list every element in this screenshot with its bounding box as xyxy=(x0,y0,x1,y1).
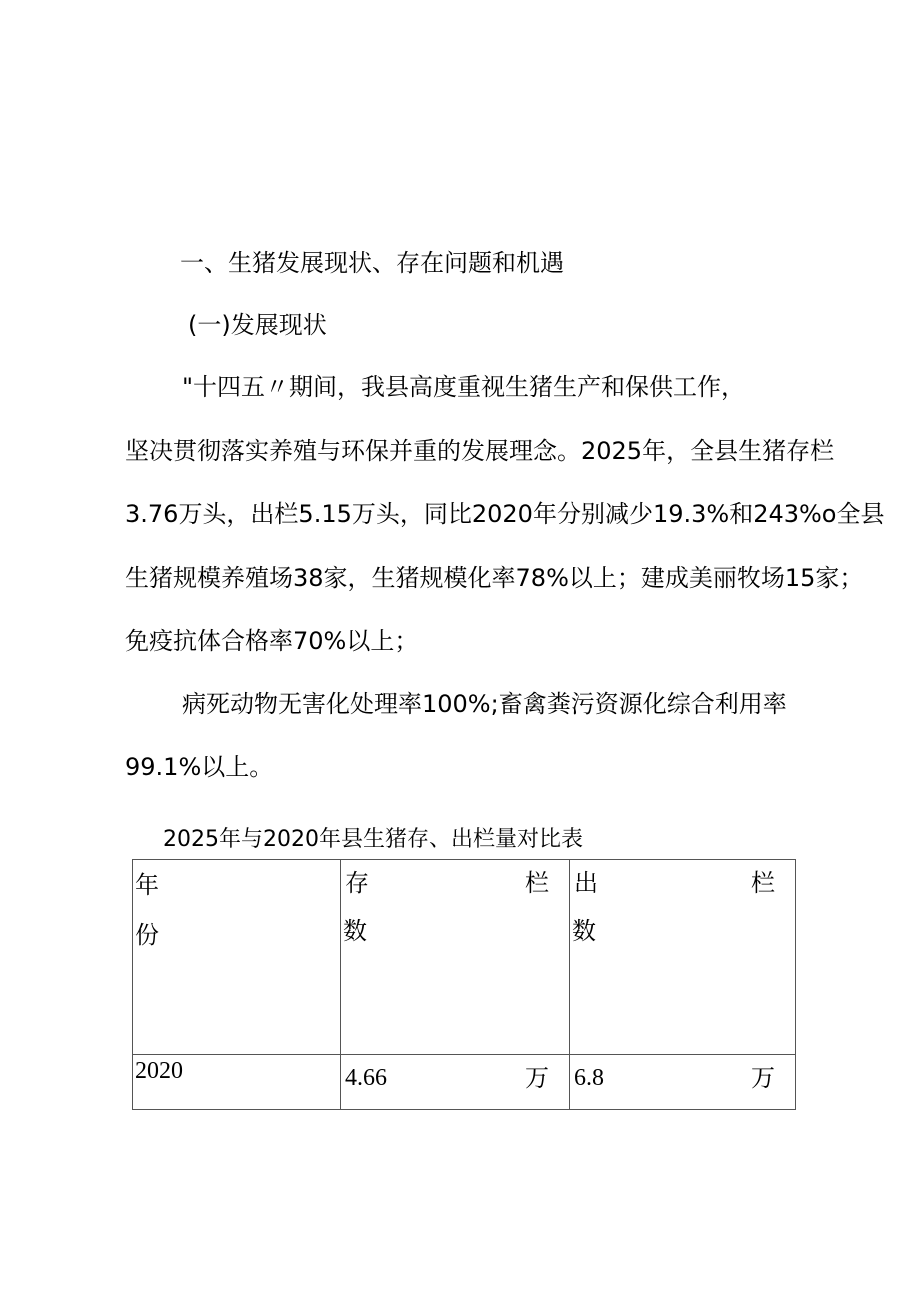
header-out-char: 栏 xyxy=(751,869,775,897)
header-year-char: 份 xyxy=(135,921,159,949)
paragraph-line: 99.1%以上。 xyxy=(125,753,274,781)
paragraph-line: 免疫抗体合格率70%以上； xyxy=(125,627,419,655)
header-out-char: 数 xyxy=(572,917,596,945)
table-header-row xyxy=(133,860,796,1055)
out-unit: 万 xyxy=(751,1064,775,1092)
header-year xyxy=(133,860,341,1055)
header-stock-char: 栏 xyxy=(525,869,549,897)
out-value: 6.8 xyxy=(574,1065,604,1091)
subsection-heading: (一)发展现状 xyxy=(188,311,327,339)
table-row xyxy=(133,1055,796,1110)
stock-unit: 万 xyxy=(525,1064,549,1092)
paragraph-line: 3.76万头，出栏5.15万头，同比2020年分别减少19.3%和243%o全县 xyxy=(125,500,885,528)
header-stock-char: 数 xyxy=(343,917,367,945)
stock-value: 4.66 xyxy=(345,1065,387,1091)
paragraph-line: "十四五〃期间，我县高度重视生猪生产和保供工作， xyxy=(182,373,746,401)
paragraph-line: 病死动物无害化处理率100%;畜禽粪污资源化综合利用率 xyxy=(182,690,787,718)
comparison-table xyxy=(132,859,796,1110)
cell-stock xyxy=(341,1055,570,1110)
paragraph-line: 生猪规模养殖场38家，生猪规模化率78%以上；建成美丽牧场15家； xyxy=(125,564,864,592)
header-out-char: 出 xyxy=(574,869,598,897)
section-heading: 一、生猪发展现状、存在问题和机遇 xyxy=(180,249,564,277)
cell-out xyxy=(570,1055,796,1110)
header-stock xyxy=(341,860,570,1055)
paragraph-line: 坚决贯彻落实养殖与环保并重的发展理念。2025年，全县生猪存栏 xyxy=(125,437,835,465)
table-title: 2025年与2020年县生猪存、出栏量对比表 xyxy=(163,827,583,852)
header-year-char: 年 xyxy=(135,871,159,899)
header-out xyxy=(570,860,796,1055)
header-stock-char: 存 xyxy=(345,869,369,897)
cell-year: 2020 xyxy=(133,1055,341,1110)
